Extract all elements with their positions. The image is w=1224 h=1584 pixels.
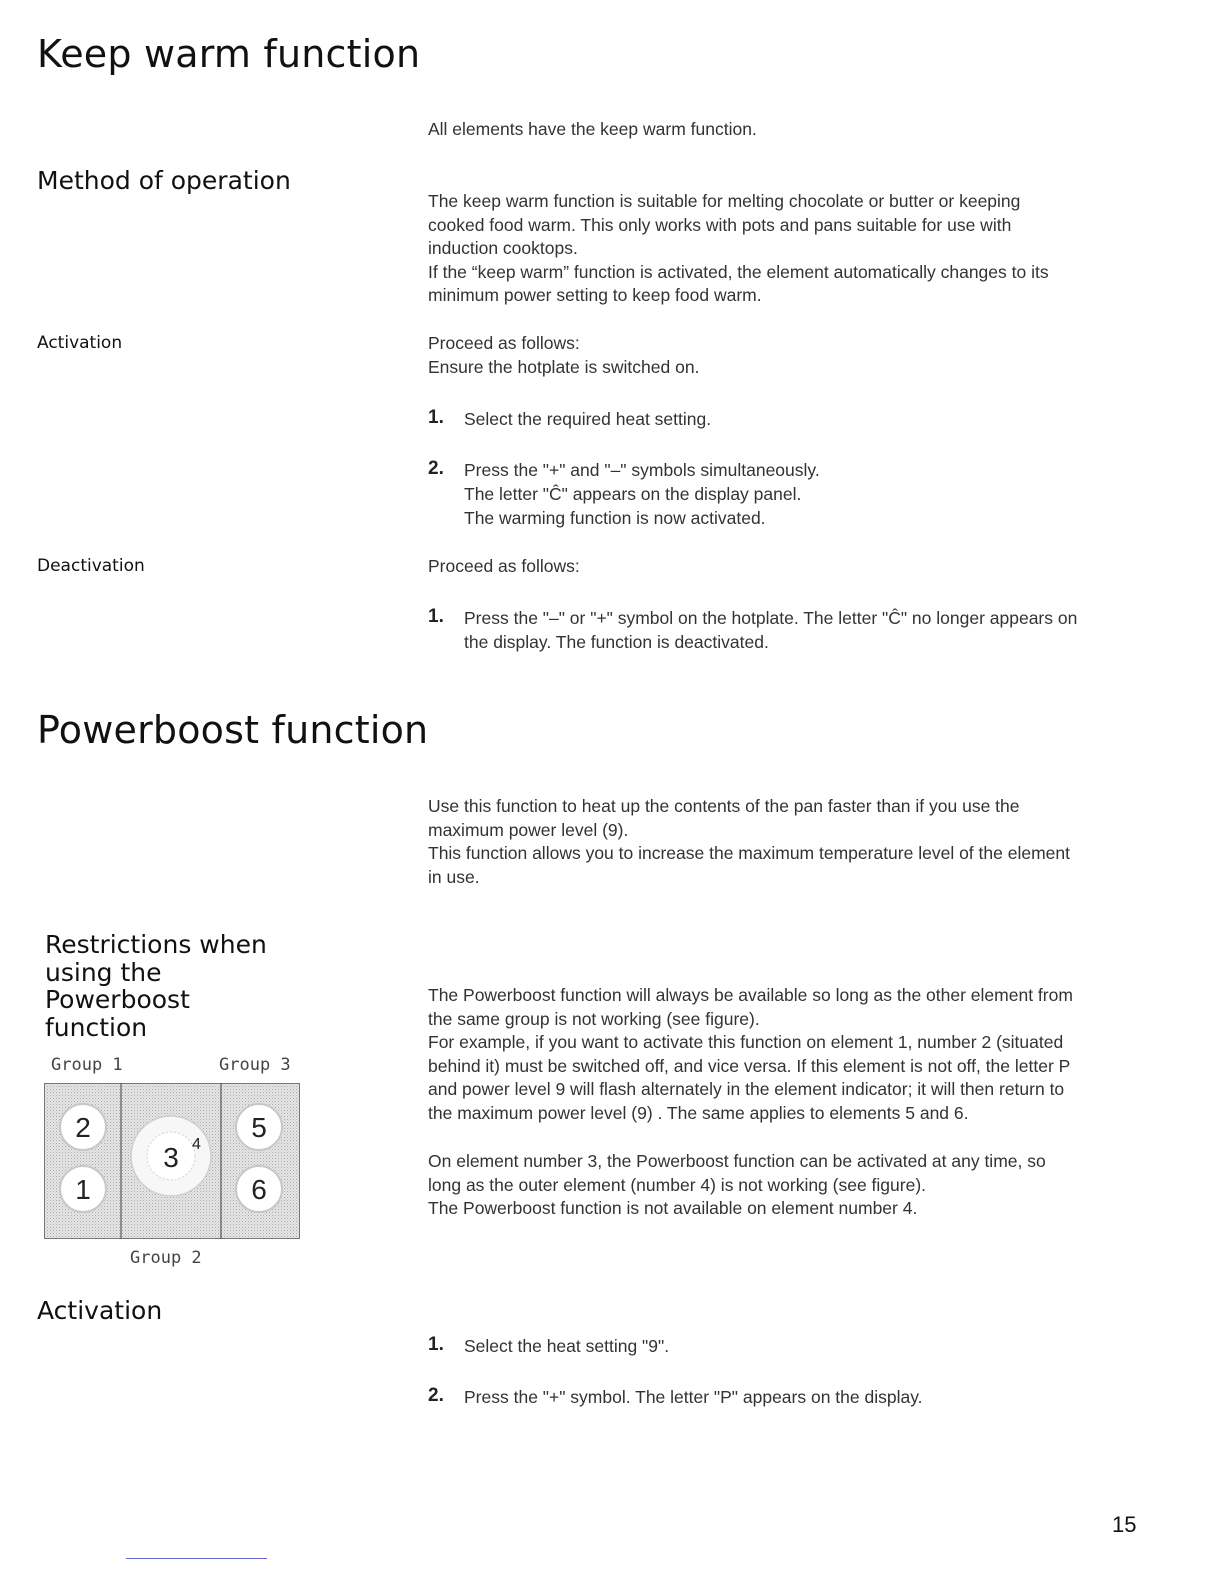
restrictions-line: long as the outer element (number 4) is not working (see figure). — [428, 1174, 927, 1195]
element-6-label: 6 — [251, 1174, 267, 1205]
restrictions-line: For example, if you want to activate this function on element 1, number 2 (situated — [428, 1032, 1064, 1052]
bottom-rule — [126, 1558, 267, 1559]
restrictions-heading-line: Restrictions when — [45, 930, 267, 959]
step-number: 1. — [428, 1334, 444, 1355]
keep-warm-intro: All elements have the keep warm function. — [428, 119, 757, 139]
restrictions-line: The Powerboost function will always be available so long as the other element from — [428, 985, 1073, 1005]
element-1-label: 1 — [75, 1174, 91, 1205]
restrictions-line: the same group is not working (see figure). — [428, 1008, 760, 1029]
restrictions-line: The Powerboost function is not available on element number 4. — [428, 1198, 918, 1218]
figure-label-group-1: Group 1 — [51, 1055, 123, 1075]
powerboost-step-2 — [428, 1385, 1168, 1411]
figure-label-group-2: Group 2 — [130, 1248, 202, 1268]
page-number: 15 — [1112, 1512, 1137, 1537]
element-2-label: 2 — [75, 1112, 91, 1143]
activation-step-1 — [428, 407, 1168, 433]
restrictions-paragraph-2 — [428, 1150, 1158, 1221]
step-text: Press the "+" symbol. The letter "P" appears on the display. — [464, 1387, 923, 1407]
element-4-label: 4 — [192, 1136, 201, 1153]
step-text: Press the "–" or "+" symbol on the hotplate. The letter "Ĉ" no longer appears on — [464, 608, 1078, 628]
powerboost-activation-heading: Activation — [37, 1296, 163, 1325]
intro-line: maximum power level (9). — [428, 819, 629, 840]
figure-label-group-3: Group 3 — [219, 1055, 291, 1075]
element-5-label: 5 — [251, 1112, 267, 1143]
restrictions-heading-line: using the — [45, 957, 162, 987]
activation-intro — [428, 332, 1158, 379]
element-3-label: 3 — [163, 1142, 179, 1173]
step-number: 1. — [428, 407, 444, 428]
method-line: minimum power setting to keep food warm. — [428, 285, 762, 305]
method-line: The keep warm function is suitable for melting chocolate or butter or keeping — [428, 191, 1021, 211]
restrictions-heading-line: Powerboost — [45, 985, 190, 1014]
method-line: cooked food warm. This only works with pots and pans suitable for use with — [428, 214, 1012, 235]
step-number: 1. — [428, 606, 444, 627]
restrictions-line: and power level 9 will flash alternately in the element indicator; it will then return to — [428, 1079, 1065, 1099]
activation-intro-line: Proceed as follows: — [428, 333, 580, 353]
restrictions-line: the maximum power level (9) . The same applies to elements 5 and 6. — [428, 1102, 969, 1123]
powerboost-step-1 — [428, 1334, 1168, 1360]
step-text: The letter "Ĉ" appears on the display panel. — [464, 484, 802, 504]
step-text: The warming function is now activated. — [464, 508, 766, 528]
restrictions-line: On element number 3, the Powerboost function can be activated at any time, so — [428, 1151, 1046, 1171]
restrictions-line: behind it) must be switched off, and vice versa. If this element is not off, the letter P — [428, 1055, 1071, 1076]
deactivation-intro: Proceed as follows: — [428, 556, 580, 576]
restrictions-heading — [45, 931, 345, 1041]
step-number: 2. — [428, 458, 444, 479]
activation-intro-line: Ensure the hotplate is switched on. — [428, 356, 700, 377]
method-line: If the “keep warm” function is activated, the element automatically changes to its — [428, 261, 1049, 282]
step-text: the display. The function is deactivated. — [464, 632, 769, 652]
deactivation-step-1 — [428, 606, 1168, 656]
intro-line: in use. — [428, 866, 480, 887]
method-paragraph — [428, 190, 1158, 308]
activation-label: Activation — [37, 333, 123, 353]
intro-line: Use this function to heat up the contents of the pan faster than if you use the — [428, 796, 1020, 816]
step-text: Select the heat setting "9". — [464, 1336, 670, 1356]
restrictions-heading-line: function — [45, 1012, 148, 1042]
activation-step-2 — [428, 458, 1168, 534]
step-number: 2. — [428, 1385, 444, 1406]
intro-line: This function allows you to increase the maximum temperature level of the element — [428, 843, 1070, 863]
page-title-powerboost: Powerboost function — [37, 708, 429, 752]
step-text: Press the "+" and "–" symbols simultaneously. — [464, 460, 820, 480]
method-line: induction cooktops. — [428, 238, 578, 258]
restrictions-paragraph-1 — [428, 984, 1158, 1125]
deactivation-label: Deactivation — [37, 556, 145, 576]
step-text: Select the required heat setting. — [464, 409, 712, 429]
method-of-operation-heading: Method of operation — [37, 166, 291, 195]
powerboost-intro — [428, 795, 1158, 889]
cooktop-figure — [44, 1083, 300, 1239]
page-title-keep-warm: Keep warm function — [37, 32, 421, 76]
